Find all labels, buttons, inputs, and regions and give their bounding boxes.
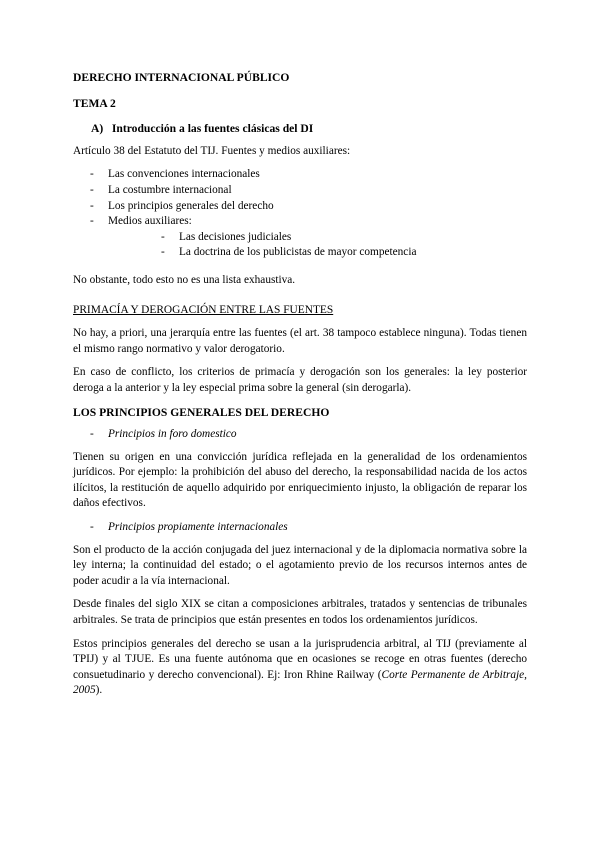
intro-paragraph: Artículo 38 del Estatuto del TIJ. Fuentes y medios auxiliares: [73,144,351,157]
sources-list [73,167,527,261]
list-item: - Los principios generales del derecho [90,199,274,212]
auxiliary-list [108,230,527,261]
paragraph: Tienen su origen en una convicción jurídica reflejada en la generalidad de los ordenamientos jurídicos. Por ejemplo: la prohibición del abuso del derecho, la responsabilidad nacida de los actos ilícitos, la restitución de aquello adquirido por enriquecimiento injusto, la obligación de reparar los daños efectivos. [73,450,527,510]
paragraph: Estos principios generales del derecho se usan a la jurisprudencia arbitral, al TIJ (previamente al TPIJ) y al TJUE. Es una fuente autónoma que en ocasiones se recoge en otras fuentes (derecho consuetudinario y derecho convencional). Ej: Iron Rhine Railway (Corte Permanente de Arbitraje, 2005). [73,637,527,697]
subheading [91,121,527,137]
subheading-text: Introducción a las fuentes clásicas del DI [111,122,314,136]
document-title: DERECHO INTERNACIONAL PÚBLICO [73,71,290,84]
subheading-label: A) [91,122,104,136]
citation: Corte Permanente de Arbitraje, 2005 [73,668,527,697]
paragraph: No hay, a priori, una jerarquía entre las fuentes (el art. 38 tampoco establece ninguna). Todas tienen el mismo rango normativo y valor derogatorio. [73,327,527,355]
topic-heading: TEMA 2 [73,96,116,110]
list-item-foro-domestico: - Principios in foro domestico [90,428,237,441]
list-item: - Las convenciones internacionales [90,168,260,181]
paragraph: En caso de conflicto, los criterios de primacía y derogación son los generales: la ley posterior deroga a la anterior y la ley especial prima sobre la general (sin derogarla). [73,366,527,394]
list-item-propiamente-internacionales: - Principios propiamente internacionales [90,521,288,534]
paragraph: Son el producto de la acción conjugada del juez internacional y de la diplomacia normativa sobre la ley interna; la continuidad del estado; o el agotamiento previo de los recursos internos antes de poder acudir a la vía internacional. [73,543,527,587]
section-heading-principios: LOS PRINCIPIOS GENERALES DEL DERECHO [73,405,330,419]
list-item: - La doctrina de los publicistas de mayor competencia [161,246,417,259]
paragraph: Desde finales del siglo XIX se citan a composiciones arbitrales, tratados y sentencias de tribunales arbitrales. Se trata de principios que están presentes en todos los ordenamientos jurídicos. [73,598,527,627]
list-item: - Medios auxiliares: - Las decisiones judiciales - La doctrina de los publicistas de mayor competencia [73,214,527,261]
document-page [73,70,527,707]
list-item: - Las decisiones judiciales [161,230,292,243]
not-exhaustive-paragraph: No obstante, todo esto no es una lista exhaustiva. [73,273,296,286]
section-heading-primacia: PRIMACÍA Y DEROGACIÓN ENTRE LAS FUENTES [73,303,334,316]
list-item: - La costumbre internacional [90,183,232,196]
